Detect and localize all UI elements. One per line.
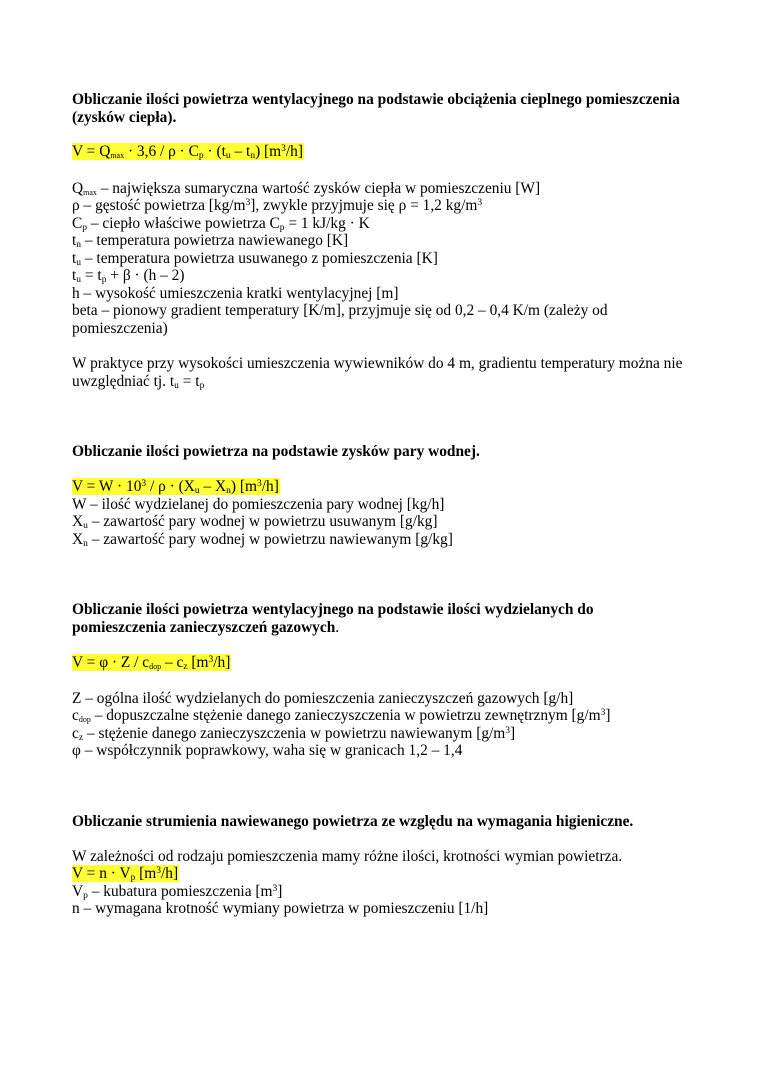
section3-title-line2: pomieszczenia zanieczyszczeń gazowych. (72, 619, 340, 636)
definition-h: h – wysokość umieszczenia kratki wentylacyjnej [m] (72, 285, 399, 302)
definition-beta-line1: beta – pionowy gradient temperatury [K/m], przyjmuje się od 0,2 – 0,4 K/m (zależy od (72, 302, 608, 319)
section1-title-line2: (zysków ciepła). (72, 109, 177, 126)
definition-qmax: $Q_{max}$ – największa sumaryczna wartość zysków ciepła w pomieszczeniu [W] (72, 180, 541, 197)
section1-formula: $V = Q_{max} \cdot 3,6 / \rho \cdot C_p \cdot (t_u - t_n)$ $[m^3/h]$ (72, 143, 303, 161)
definition-z: Z – ogólna ilość wydzielanych do pomieszczenia zanieczyszczeń gazowych [g/h] (72, 690, 574, 707)
definition-tn: $t_n$ – temperatura powietrza nawiewanego [K] (72, 232, 349, 250)
definition-xu: $X_u$ – zawartość pary wodnej w powietrzu usuwanym [g/kg] (72, 513, 438, 531)
section3-title-line1: Obliczanie ilości powietrza wentylacyjnego na podstawie ilości wydzielanych do (72, 601, 594, 618)
definition-beta-line2: pomieszczenia) (72, 320, 168, 337)
section2-title: Obliczanie ilości powietrza na podstawie zysków pary wodnej. (72, 443, 480, 460)
section4-formula: $V = n \cdot V_p$ $[m^3/h]$ (72, 865, 179, 883)
definition-cdop: $c_{dop}$ – dopuszczalne stężenie danego zanieczyszczenia w powietrzu zewnętrznym $[g/m^3]$ (72, 707, 611, 724)
definition-cz: $c_z$ – stężenie danego zanieczyszczenia w powietrzu nawiewanym $[g/m^3]$ (72, 725, 516, 743)
definition-vp: $V_p$ – kubatura pomieszczenia $[m^3]$ (72, 883, 283, 901)
definition-n: n – wymagana krotność wymiany powietrza w pomieszczeniu [1/h] (72, 900, 489, 917)
section1-title-line1: Obliczanie ilości powietrza wentylacyjnego na podstawie obciążenia cieplnego pomieszczenia (72, 91, 680, 108)
section4-intro: W zależności od rodzaju pomieszczenia mamy różne ilości, krotności wymian powietrza. (72, 848, 623, 865)
section4-title: Obliczanie strumienia nawiewanego powietrza ze względu na wymagania higieniczne. (72, 813, 634, 830)
section2-formula: $V = W \cdot 10^3 / \rho \cdot (X_u - X_n)$ $[m^3/h]$ (72, 478, 279, 496)
practice-note-line2: uwzględniać tj. $t_u = t_p$ (72, 373, 205, 391)
definition-w: W – ilość wydzielanej do pomieszczenia pary wodnej [kg/h] (72, 496, 445, 513)
section3-formula: $V = \varphi \cdot Z / c_{dop} - c_z$ $[m^3/h]$ (72, 654, 231, 672)
definition-phi: φ – współczynnik poprawkowy, waha się w granicach 1,2 – 1,4 (72, 742, 463, 759)
definition-cp: $C_p$ – ciepło właściwe powietrza $C_p = 1$ kJ/kg · K (72, 215, 370, 233)
practice-note-line1: W praktyce przy wysokości umieszczenia wywiewników do 4 m, gradientu temperatury można nie (72, 355, 683, 372)
definition-rho: ρ – gęstość powietrza $[kg/m^3]$, zwykle przyjmuje się ρ = 1,2 $kg/m^3$ (72, 197, 483, 214)
definition-tu: $t_u$ – temperatura powietrza usuwanego z pomieszczenia [K] (72, 250, 438, 268)
definition-xn: $X_n$ – zawartość pary wodnej w powietrzu nawiewanym [g/kg] (72, 531, 453, 549)
definition-tu-equation: $t_u = t_p + \beta \cdot (h - 2)$ (72, 267, 185, 285)
